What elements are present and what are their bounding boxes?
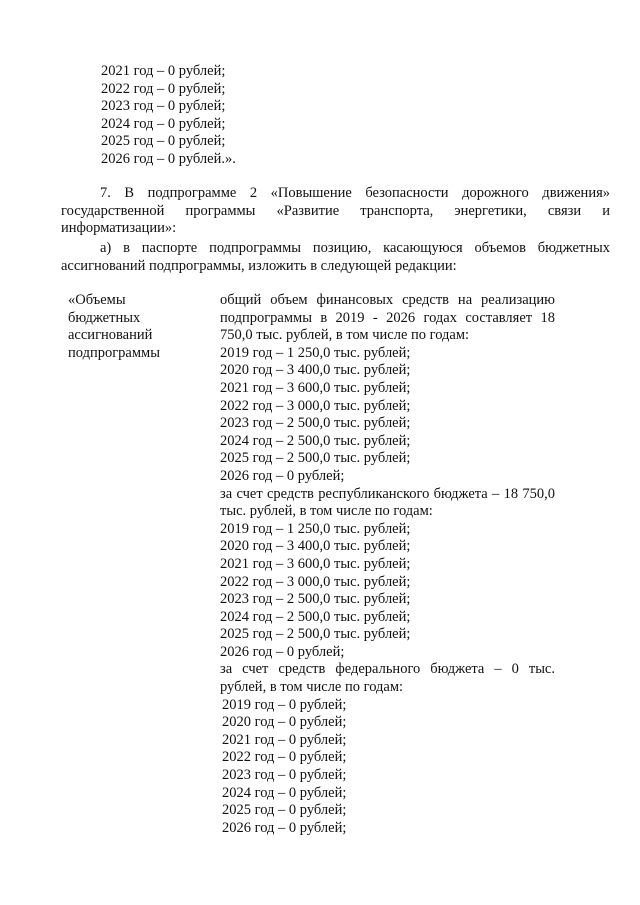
federal-year-line: 2021 год – 0 рублей; [222, 731, 347, 748]
year-line: 2024 год – 0 рублей; [101, 115, 226, 132]
republic-year-line: 2024 год – 2 500,0 тыс. рублей; [220, 608, 411, 625]
left-cell-line: ассигнований [68, 327, 153, 344]
federal-year-line: 2023 год – 0 рублей; [222, 767, 347, 784]
total-year-line: 2019 год – 1 250,0 тыс. рублей; [220, 344, 411, 361]
total-year-line: 2026 год – 0 рублей; [220, 467, 345, 484]
republic-funding-intro: за счет средств республиканского бюджета – 18 750,0 тыс. рублей, в том числе по годам: [220, 485, 555, 520]
year-line: 2021 год – 0 рублей; [101, 63, 226, 79]
item-7-text: 7. В подпрограмме 2 «Повышение безопасности дорожного движения» государственной программы «Развитие транспорта, энергетики, связи и информатизации»: [61, 185, 610, 237]
table-right-column [220, 292, 555, 837]
total-year-line: 2025 год – 2 500,0 тыс. рублей; [220, 450, 411, 467]
left-cell-line: подпрограммы [68, 344, 160, 361]
republic-year-line: 2019 год – 1 250,0 тыс. рублей; [220, 520, 411, 537]
item-a-text: а) в паспорте подпрограммы позицию, касающуюся объемов бюджетных ассигнований подпрограммы, изложить в следующей редакции: [61, 240, 610, 274]
total-funding-intro: общий объем финансовых средств на реализацию подпрограммы в 2019 - 2026 годах составляет 18 750,0 тыс. рублей, в том числе по годам: [220, 292, 555, 344]
federal-year-line: 2025 год – 0 рублей; [222, 802, 347, 819]
year-line: 2026 год – 0 рублей.». [101, 150, 236, 167]
republic-year-line: 2021 год – 3 600,0 тыс. рублей; [220, 555, 411, 572]
federal-year-line: 2019 год – 0 рублей; [222, 696, 347, 713]
total-year-line: 2024 год – 2 500,0 тыс. рублей; [220, 432, 411, 449]
total-year-line: 2021 год – 3 600,0 тыс. рублей; [220, 379, 411, 396]
paragraph-item-a [61, 240, 610, 275]
republic-year-line: 2020 год – 3 400,0 тыс. рублей; [220, 538, 411, 555]
total-year-line: 2022 год – 3 000,0 тыс. рублей; [220, 397, 411, 414]
republic-year-line: 2026 год – 0 рублей; [220, 643, 345, 660]
federal-year-line: 2024 год – 0 рублей; [222, 784, 347, 801]
paragraph-item-7 [61, 185, 610, 238]
table-left-column [68, 292, 208, 362]
federal-year-line: 2020 год – 0 рублей; [222, 714, 347, 731]
year-line: 2023 год – 0 рублей; [101, 98, 226, 115]
federal-year-line: 2026 год – 0 рублей; [222, 819, 347, 836]
total-year-line: 2023 год – 2 500,0 тыс. рублей; [220, 415, 411, 432]
republic-year-line: 2025 год – 2 500,0 тыс. рублей; [220, 626, 411, 643]
federal-year-line: 2022 год – 0 рублей; [222, 749, 347, 766]
year-line: 2022 год – 0 рублей; [101, 80, 226, 97]
federal-funding-intro: за счет средств федерального бюджета – 0 тыс. рублей, в том числе по годам: [220, 661, 555, 696]
year-line: 2025 год – 0 рублей; [101, 133, 226, 150]
total-year-line: 2020 год – 3 400,0 тыс. рублей; [220, 362, 411, 379]
left-cell-line: «Объемы [68, 292, 126, 308]
left-cell-line: бюджетных [68, 309, 141, 326]
republic-year-line: 2022 год – 3 000,0 тыс. рублей; [220, 573, 411, 590]
republic-year-line: 2023 год – 2 500,0 тыс. рублей; [220, 591, 411, 608]
top-years-list [101, 63, 236, 169]
